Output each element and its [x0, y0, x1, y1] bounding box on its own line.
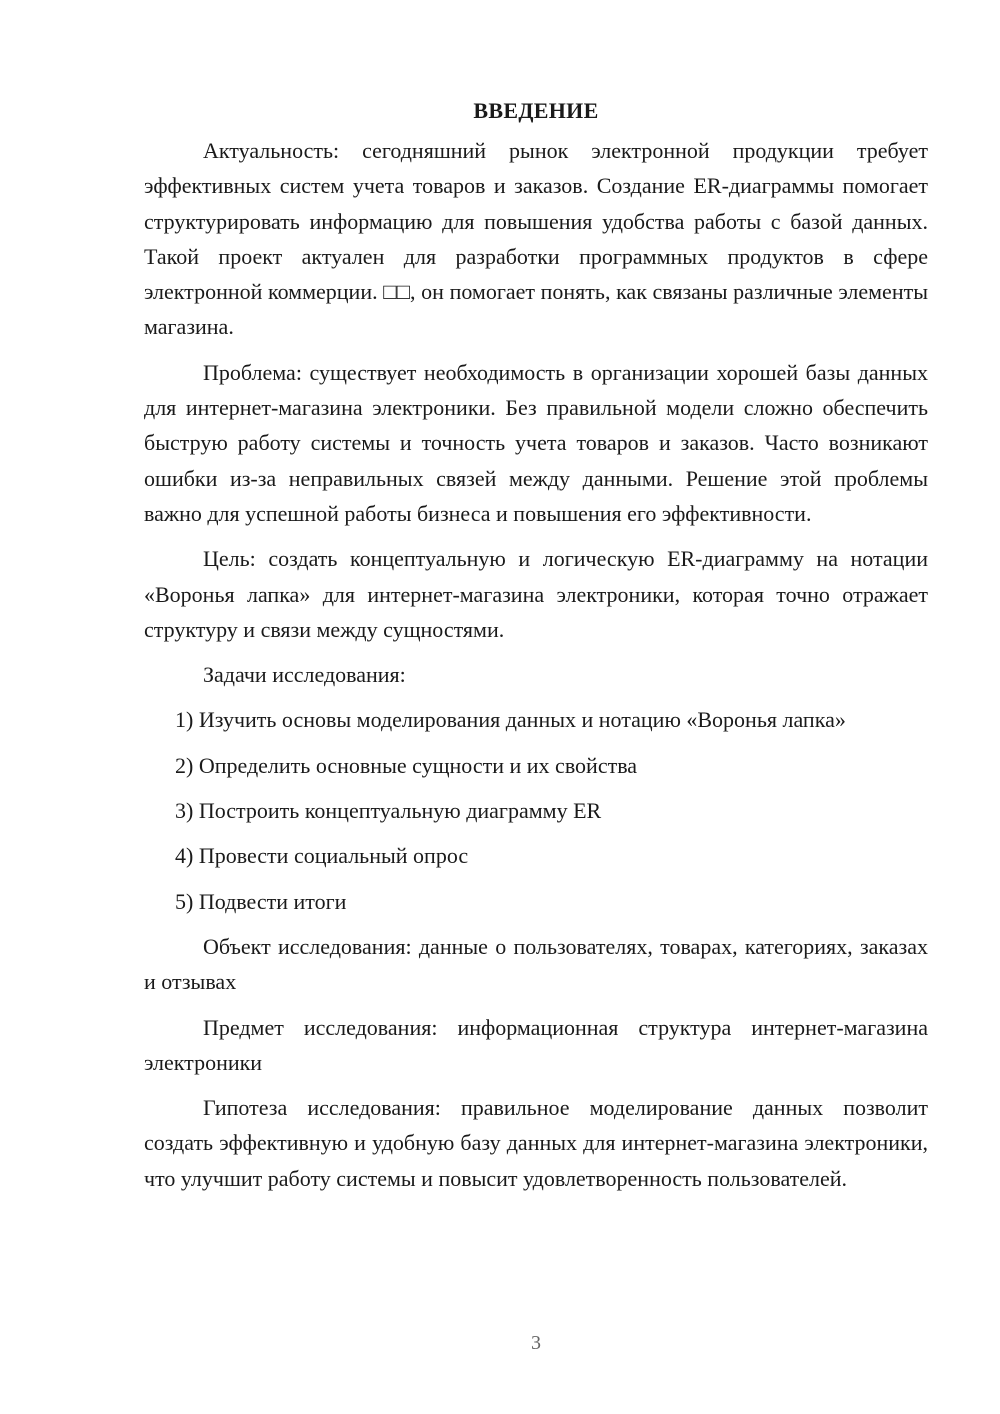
paragraph-subject: Предмет исследования: информационная структура интернет-магазина электроники	[144, 1014, 928, 1075]
page-content	[144, 93, 928, 1206]
paragraph-problem: Проблема: существует необходимость в организации хорошей базы данных для интернет-магазина электроники. Без правильной модели сложно обеспечить быструю работу системы и точность учета товаров и заказов. Часто возникают ошибки из-за неправильных связей между данными. Решение этой проблемы важно для успешной работы бизнеса и повышения его эффективности.	[144, 359, 928, 526]
tasks-list	[144, 702, 928, 918]
task-item: 1) Изучить основы моделирования данных и нотацию «Воронья лапка»	[175, 707, 846, 733]
paragraph-goal: Цель: создать концептуальную и логическую ER-диаграмму на нотации «Воронья лапка» для интернет-магазина электроники, которая точно отражает структуру и связи между сущностями.	[144, 546, 928, 642]
paragraph-object: Объект исследования: данные о пользователях, товарах, категориях, заказах и отзывах	[144, 933, 928, 995]
tasks-heading: Задачи исследования:	[203, 662, 406, 688]
page-number: 3	[531, 1332, 541, 1354]
section-title: ВВЕДЕНИЕ	[473, 98, 599, 123]
task-item: 3) Построить концептуальную диаграмму ER	[175, 798, 602, 824]
task-item: 5) Подвести итоги	[175, 888, 347, 914]
task-item: 2) Определить основные сущности и их свойства	[175, 752, 638, 778]
task-item: 4) Провести социальный опрос	[175, 843, 469, 869]
paragraph-hypothesis: Гипотеза исследования: правильное моделирование данных позволит создать эффективную и удобную базу данных для интернет-магазина электроники, что улучшит работу системы и повысит удовлетворенность пользователей.	[144, 1095, 928, 1191]
paragraph-relevance: Актуальность: сегодняшний рынок электронной продукции требует эффективных систем учета товаров и заказов. Создание ER-диаграммы помогает структурировать информацию для повышения удобства работы с базой данных. Такой проект актуален для разработки программных продуктов в сфере электронной коммерции. □□, он помогает понять, как связаны различные элементы магазина.	[144, 138, 928, 340]
